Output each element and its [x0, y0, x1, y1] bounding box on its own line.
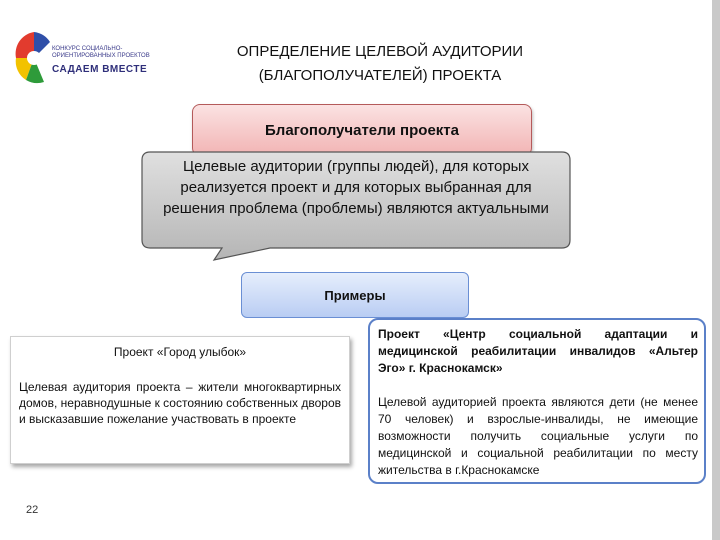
right-card-heading: Проект «Центр социальной адаптации и медицинской реабилитации инвалидов «Альтер Эго» г. Краснокамск»: [378, 327, 698, 375]
examples-box: [241, 272, 469, 318]
beneficiaries-label: Благополучатели проекта: [265, 121, 459, 139]
logo-text-main: САДАЕМ ВМЕСТЕ: [52, 64, 148, 75]
page-number: 22: [26, 504, 39, 516]
definition-text: Целевые аудитории (группы людей), для которых реализуется проект и для которых выбранная для решения проблема (проблемы) являются актуальными: [163, 158, 549, 217]
page-title-line2: (БЛАГОПОЛУЧАТЕЛЕЙ) ПРОЕКТА: [258, 67, 502, 84]
page-title: [170, 40, 590, 88]
examples-label: Примеры: [324, 287, 386, 303]
logo-text-line1: КОНКУРС СОЦИАЛЬНО-: [52, 46, 123, 52]
logo-emblem-icon: [14, 28, 54, 94]
left-card-body: Целевая аудитория проекта – жители многоквартирных домов, неравнодушные к состоянию собственных дворов и высказавшие пожелание участвовать в проекте: [19, 380, 341, 426]
right-card-body: Целевой аудиторией проекта являются дети (не менее 70 человек) и взрослые-инвалиды, не имеющие возможности получить социальные услуги по медицинской и социальной реабилитации по месту жительства в г.Краснокамске: [378, 395, 698, 477]
logo: [14, 28, 150, 94]
right-edge-shadow: [712, 0, 720, 540]
example-card-left: [10, 336, 350, 464]
left-card-heading: Проект «Город улыбок»: [113, 345, 247, 359]
example-card-right: [368, 318, 706, 484]
logo-text-line2: ОРИЕНТИРОВАННЫХ ПРОЕКТОВ: [52, 53, 150, 59]
beneficiaries-box: [192, 104, 532, 156]
definition-callout: [140, 150, 572, 262]
page-title-line1: ОПРЕДЕЛЕНИЕ ЦЕЛЕВОЙ АУДИТОРИИ: [236, 43, 524, 60]
